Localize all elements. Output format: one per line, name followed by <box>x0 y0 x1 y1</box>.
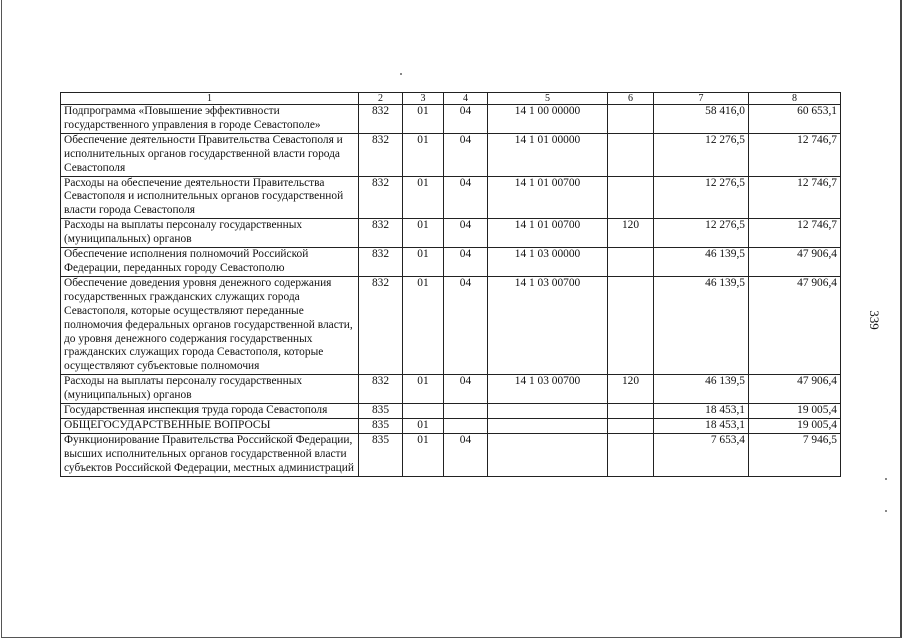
cell-razdel <box>403 404 444 419</box>
cell-target-article: 14 1 00 00000 <box>488 105 608 134</box>
cell-podrazdel: 04 <box>444 219 488 248</box>
table-row <box>61 219 841 248</box>
cell-podrazdel <box>444 404 488 419</box>
table-row <box>61 133 841 176</box>
scan-speck <box>885 478 887 480</box>
cell-amount-year1: 46 139,5 <box>654 276 749 374</box>
cell-amount-year2: 12 746,7 <box>749 219 841 248</box>
cell-razdel: 01 <box>403 133 444 176</box>
cell-expense-type <box>608 418 654 433</box>
cell-vedomstvo: 832 <box>359 105 403 134</box>
cell-amount-year2: 19 005,4 <box>749 404 841 419</box>
cell-vedomstvo: 832 <box>359 133 403 176</box>
table-row <box>61 404 841 419</box>
column-number-row <box>61 93 841 105</box>
table-row <box>61 248 841 277</box>
cell-amount-year2: 12 746,7 <box>749 176 841 219</box>
table-row <box>61 433 841 476</box>
cell-vedomstvo: 835 <box>359 404 403 419</box>
row-name: ОБЩЕГОСУДАРСТВЕННЫЕ ВОПРОСЫ <box>61 418 359 433</box>
cell-expense-type <box>608 433 654 476</box>
cell-podrazdel: 04 <box>444 375 488 404</box>
cell-vedomstvo: 832 <box>359 176 403 219</box>
cell-vedomstvo: 832 <box>359 219 403 248</box>
cell-vedomstvo: 835 <box>359 433 403 476</box>
cell-expense-type <box>608 276 654 374</box>
cell-amount-year1: 46 139,5 <box>654 375 749 404</box>
cell-target-article <box>488 433 608 476</box>
cell-target-article: 14 1 03 00700 <box>488 276 608 374</box>
row-name: Обеспечение исполнения полномочий Российской Федерации, переданных городу Севастополю <box>61 248 359 277</box>
cell-amount-year2: 7 946,5 <box>749 433 841 476</box>
column-number: 7 <box>654 93 749 105</box>
cell-vedomstvo: 832 <box>359 375 403 404</box>
cell-vedomstvo: 832 <box>359 276 403 374</box>
scan-speck <box>885 510 887 512</box>
cell-podrazdel: 04 <box>444 133 488 176</box>
column-number: 2 <box>359 93 403 105</box>
cell-target-article: 14 1 01 00700 <box>488 176 608 219</box>
budget-table <box>60 92 841 477</box>
cell-amount-year2: 47 906,4 <box>749 276 841 374</box>
cell-razdel: 01 <box>403 176 444 219</box>
cell-razdel: 01 <box>403 418 444 433</box>
cell-vedomstvo: 832 <box>359 248 403 277</box>
cell-expense-type: 120 <box>608 219 654 248</box>
row-name: Расходы на обеспечение деятельности Правительства Севастополя и исполнительных органов государственной власти города Севастополя <box>61 176 359 219</box>
scan-speck <box>400 73 402 75</box>
cell-razdel: 01 <box>403 219 444 248</box>
cell-razdel: 01 <box>403 375 444 404</box>
cell-amount-year2: 47 906,4 <box>749 248 841 277</box>
row-name: Обеспечение деятельности Правительства Севастополя и исполнительных органов государственной власти города Севастополя <box>61 133 359 176</box>
row-name: Государственная инспекция труда города Севастополя <box>61 404 359 419</box>
column-number: 5 <box>488 93 608 105</box>
column-number: 8 <box>749 93 841 105</box>
cell-expense-type <box>608 248 654 277</box>
cell-amount-year1: 18 453,1 <box>654 404 749 419</box>
table-row <box>61 176 841 219</box>
cell-podrazdel: 04 <box>444 105 488 134</box>
row-name: Функционирование Правительства Российской Федерации, высших исполнительных органов государственной власти субъектов Российской Федерации, местных администраций <box>61 433 359 476</box>
page-number: 339 <box>866 310 882 330</box>
cell-expense-type <box>608 133 654 176</box>
row-name: Расходы на выплаты персоналу государственных (муниципальных) органов <box>61 219 359 248</box>
cell-amount-year2: 60 653,1 <box>749 105 841 134</box>
row-name: Подпрограмма «Повышение эффективности государственного управления в городе Севастополе» <box>61 105 359 134</box>
row-name: Обеспечение доведения уровня денежного содержания государственных гражданских служащих города Севастополя, которые осуществляют переданные полномочия федеральных органов государственной власти, до уровня денежного содержания государственных гражданских служащих города Севастополя, которые осуществляют субъектовые полномочия <box>61 276 359 374</box>
cell-expense-type: 120 <box>608 375 654 404</box>
cell-target-article: 14 1 03 00700 <box>488 375 608 404</box>
cell-amount-year1: 12 276,5 <box>654 219 749 248</box>
cell-amount-year1: 18 453,1 <box>654 418 749 433</box>
cell-vedomstvo: 835 <box>359 418 403 433</box>
column-number: 4 <box>444 93 488 105</box>
table-row <box>61 105 841 134</box>
cell-amount-year2: 47 906,4 <box>749 375 841 404</box>
cell-amount-year1: 12 276,5 <box>654 176 749 219</box>
column-number: 6 <box>608 93 654 105</box>
cell-amount-year1: 58 416,0 <box>654 105 749 134</box>
table-row <box>61 418 841 433</box>
cell-razdel: 01 <box>403 433 444 476</box>
cell-amount-year1: 46 139,5 <box>654 248 749 277</box>
table-row <box>61 375 841 404</box>
cell-podrazdel: 04 <box>444 276 488 374</box>
cell-razdel: 01 <box>403 105 444 134</box>
cell-amount-year1: 7 653,4 <box>654 433 749 476</box>
cell-expense-type <box>608 105 654 134</box>
table-row <box>61 276 841 374</box>
cell-amount-year1: 12 276,5 <box>654 133 749 176</box>
cell-expense-type <box>608 176 654 219</box>
cell-target-article: 14 1 01 00000 <box>488 133 608 176</box>
cell-podrazdel: 04 <box>444 433 488 476</box>
cell-amount-year2: 12 746,7 <box>749 133 841 176</box>
cell-amount-year2: 19 005,4 <box>749 418 841 433</box>
cell-expense-type <box>608 404 654 419</box>
cell-razdel: 01 <box>403 276 444 374</box>
column-number: 1 <box>61 93 359 105</box>
cell-target-article <box>488 404 608 419</box>
cell-target-article: 14 1 03 00000 <box>488 248 608 277</box>
cell-podrazdel: 04 <box>444 248 488 277</box>
cell-target-article <box>488 418 608 433</box>
cell-razdel: 01 <box>403 248 444 277</box>
cell-podrazdel <box>444 418 488 433</box>
column-number: 3 <box>403 93 444 105</box>
cell-podrazdel: 04 <box>444 176 488 219</box>
row-name: Расходы на выплаты персоналу государственных (муниципальных) органов <box>61 375 359 404</box>
cell-target-article: 14 1 01 00700 <box>488 219 608 248</box>
